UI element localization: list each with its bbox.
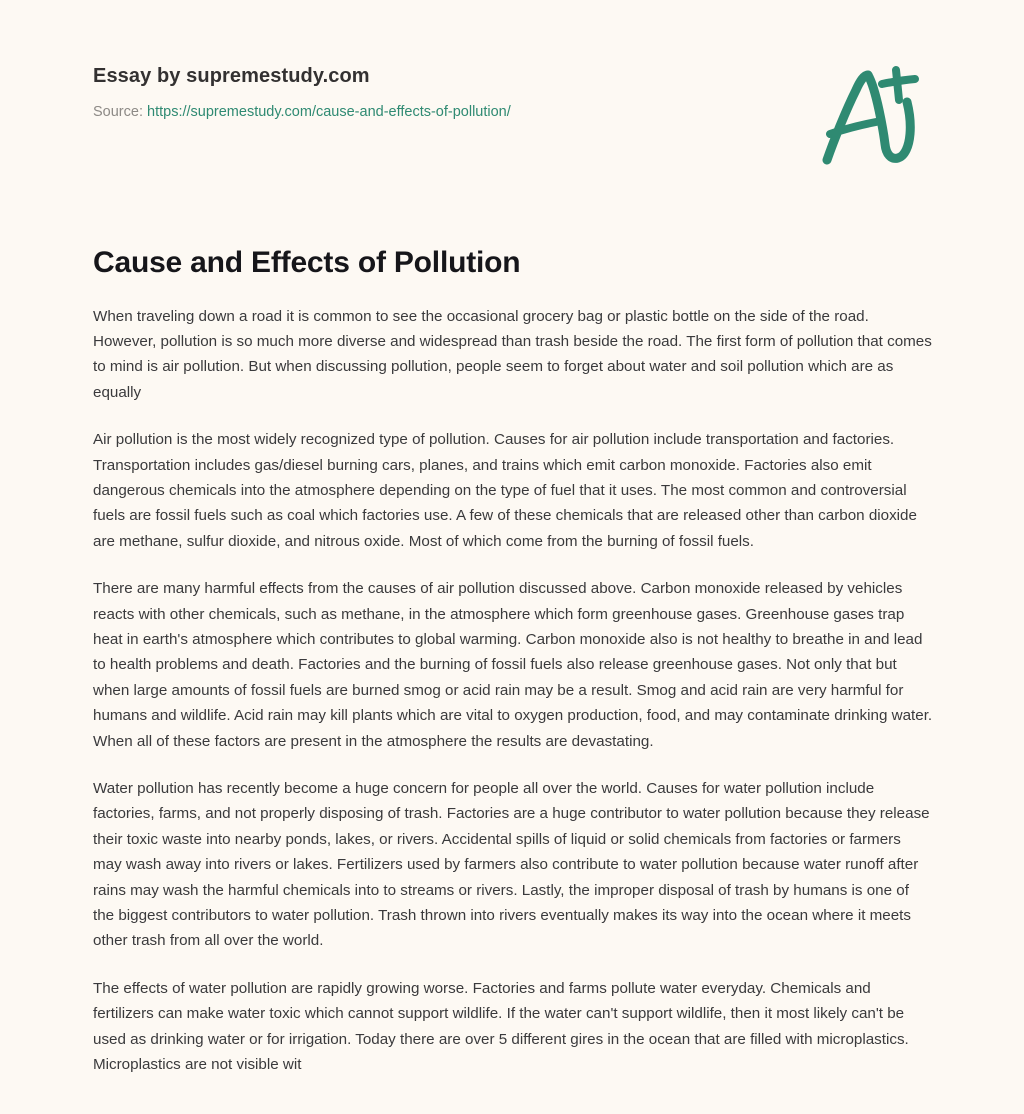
paragraph: Water pollution has recently become a huge concern for people all over the world. Causes for water pollution include factories, farms, and not properly disposing of trash. Factories are a huge contributor to water pollution because they release their toxic waste into nearby ponds, lakes, or rivers. Accidental spills of liquid or solid chemicals from factories or farmers may wash away into rivers or lakes. Fertilizers used by farmers also contribute to water pollution because water runoff after rains may wash the harmful chemicals into to streams or rivers. Lastly, the improper disposal of trash by humans is one of the biggest contributors to water pollution. Trash thrown into rivers eventually makes its way into the ocean where it meets other trash from all over the world.	[93, 780, 930, 950]
paragraph: The effects of water pollution are rapidly growing worse. Factories and farms pollute water everyday. Chemicals and fertilizers can make water toxic which cannot support wildlife. If the water can't support wildlife, then it most likely can't be used as drinking water or for irrigation. Today there are over 5 different gires in the ocean that are filled with microplastics. Microplastics are not visible wit	[93, 979, 909, 1074]
a-plus-logo-icon	[812, 62, 928, 170]
page-title: Cause and Effects of Pollution	[93, 246, 521, 279]
article-body	[93, 282, 933, 1078]
article	[93, 244, 933, 1077]
source-url-link[interactable]: https://supremestudy.com/cause-and-effects-of-pollution/	[147, 104, 511, 120]
brand-byline: Essay by supremestudy.com	[93, 65, 370, 87]
paragraph: When traveling down a road it is common to see the occasional grocery bag or plastic bottle on the side of the road. However, pollution is so much more diverse and widespread than trash beside the road. The first form of pollution that comes to mind is air pollution. But when discussing pollution, people seem to forget about water and soil pollution which are as equally	[93, 307, 932, 401]
source-label: Source:	[93, 104, 143, 120]
a-plus-logo[interactable]	[812, 62, 928, 170]
paragraph: Air pollution is the most widely recognized type of pollution. Causes for air pollution include transportation and factories. Transportation includes gas/diesel burning cars, planes, and trains which emit carbon monoxide. Factories also emit dangerous chemicals into the atmosphere depending on the type of fuel that it uses. The most common and controversial fuels are fossil fuels such as coal which factories use. A few of these chemicals that are released other than carbon dioxide are methane, sulfur dioxide, and nitrous oxide. Most of which come from the burning of fossil fuels.	[93, 431, 917, 550]
source-line	[93, 88, 931, 122]
paragraph: There are many harmful effects from the causes of air pollution discussed above. Carbon monoxide released by vehicles reacts with other chemicals, such as methane, in the atmosphere which form greenhouse gases. Greenhouse gases trap heat in earth's atmosphere which contributes to global warming. Carbon monoxide also is not healthy to breathe in and lead to health problems and death. Factories and the burning of fossil fuels also release greenhouse gases. Not only that but when large amounts of fossil fuels are burned smog or acid rain may be a result. Smog and acid rain are very harmful for humans and wildlife. Acid rain may kill plants which are vital to oxygen production, food, and may contaminate drinking water. When all of these factors are present in the atmosphere the results are devastating.	[93, 580, 933, 750]
page-header	[93, 64, 931, 122]
